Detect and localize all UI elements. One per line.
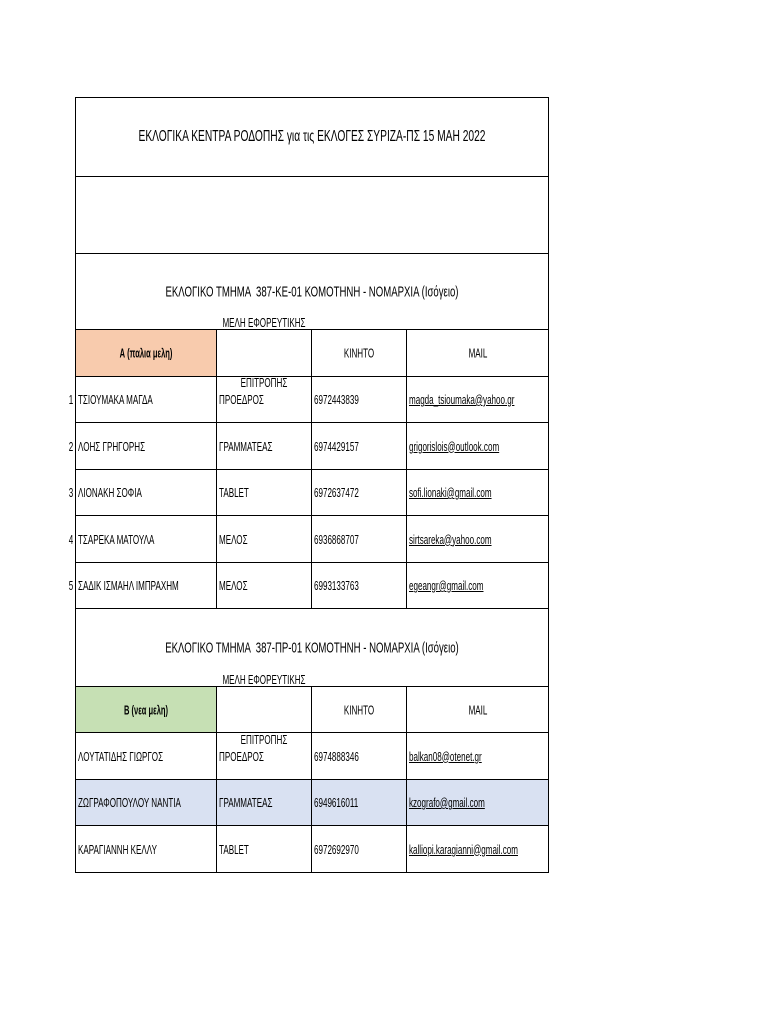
member-email-cell [407,733,548,779]
section-heading-row [76,254,548,330]
committee-label-line: ΜΕΛΗ ΕΦΟΡΕΥΤΙΚΗΣ [222,671,306,687]
member-row [76,733,548,780]
phone-header: ΚΙΝΗΤΟ [343,345,375,361]
member-row [68,563,548,609]
member-phone: 6974429157 [314,438,359,454]
member-email-link[interactable]: sofi.lionaki@gmail.com [409,485,492,500]
member-name: ΚΑΡΑΓΙΑΝΝΗ ΚΕΛΛΥ [78,841,157,857]
member-role: ΠΡΟΕΔΡΟΣ [219,392,264,407]
member-role: ΜΕΛΟΣ [219,578,248,593]
member-email-cell [407,377,548,422]
member-phone-cell [312,563,407,608]
committee-label-line: ΜΕΛΗ ΕΦΟΡΕΥΤΙΚΗΣ [222,315,306,330]
member-role-cell [217,563,312,608]
member-phone-cell [312,780,407,825]
member-name: ΖΩΓΡΑΦΟΠΟΥΛΟΥ ΝΑΝΤΙΑ [78,795,181,810]
member-name: ΤΣΙΟΥΜΑΚΑ ΜΑΓΔΑ [78,392,153,407]
member-phone: 6972637472 [314,485,359,500]
member-email-cell [407,780,548,825]
member-row [68,377,548,423]
election-centers-table [68,97,549,873]
column-header-row [76,671,548,747]
committee-label-line: ΕΠΙΤΡΟΠΗΣ [240,731,288,747]
member-name-cell [76,470,217,515]
member-row [76,826,548,873]
row-number: 2 [68,438,73,454]
member-email-link[interactable]: kzografo@gmail.com [409,795,485,810]
row-number: 4 [68,531,73,547]
row-number: 5 [68,578,73,593]
member-phone: 6974888346 [314,748,359,764]
section-heading: ΕΚΛΟΓΙΚΟ ΤΜΗΜΑ 387-ΚΕ-01 ΚΟΜΟΤΗΝΗ - ΝΟΜΑΡΧΙΑ (Ισόγειο) [165,283,459,300]
member-name: ΛΟΗΣ ΓΡΗΓΟΡΗΣ [78,438,146,454]
member-role-cell [217,516,312,562]
committee-label-line: ΕΠΙΤΡΟΠΗΣ [240,375,288,390]
member-name: ΤΣΑΡΕΚΑ ΜΑΤΟΥΛΑ [78,531,155,547]
section-heading-row [76,609,548,687]
section-heading: ΕΚΛΟΓΙΚΟ ΤΜΗΜΑ 387-ΠΡ-01 ΚΟΜΟΤΗΝΗ - ΝΟΜΑΡΧΙΑ (Ισόγειο) [165,639,459,656]
group-header-cell [76,330,217,376]
member-phone-cell [312,826,407,872]
member-name: ΛΙΟΝΑΚΗ ΣΟΦΙΑ [78,485,142,500]
member-email-link[interactable]: magda_tsioumaka@yahoo.gr [409,392,515,407]
member-row [68,423,548,470]
mail-header: MAIL [468,345,487,361]
member-name-cell [76,780,217,825]
phone-header: ΚΙΝΗΤΟ [343,702,375,717]
title-cell [76,98,548,176]
committee-header-cell [217,315,312,390]
member-name-cell [76,423,217,469]
member-role: ΓΡΑΜΜΑΤΕΑΣ [219,795,273,810]
member-phone-cell [312,516,407,562]
member-role-cell [217,826,312,872]
member-role-cell [217,470,312,515]
member-phone: 6972443839 [314,392,359,407]
member-role: TABLET [219,841,249,857]
member-name-cell [76,563,217,608]
member-phone: 6949616011 [314,795,359,810]
column-header-row [76,315,548,390]
member-phone-cell [312,470,407,515]
section-heading-cell [76,254,548,329]
member-name-cell [76,516,217,562]
member-role: TABLET [219,485,249,500]
member-role-cell [217,780,312,825]
title-row [76,98,548,177]
table-title: ΕΚΛΟΓΙΚΑ ΚΕΝΤΡΑ ΡΟΔΟΠΗΣ για τις ΕΚΛΟΓΕΣ ΣΥΡΙΖΑ-ΠΣ 15 ΜΑΗ 2022 [138,128,486,145]
member-email-cell [407,470,548,515]
member-email-link[interactable]: sirtsareka@yahoo.com [409,531,492,547]
member-role: ΠΡΟΕΔΡΟΣ [219,748,264,764]
member-row [68,470,548,516]
member-phone-cell [312,423,407,469]
member-name-cell [76,733,217,779]
member-phone: 6972692970 [314,841,359,857]
member-email-cell [407,826,548,872]
member-row-highlighted [76,780,548,826]
mail-header-cell [407,687,548,732]
member-row [68,516,548,563]
member-email-cell [407,423,548,469]
row-number: 3 [68,485,73,500]
member-role-cell [217,733,312,779]
member-email-link[interactable]: kalliopi.karagianni@gmail.com [409,841,518,857]
member-phone: 6993133763 [314,578,359,593]
member-email-link[interactable]: egeangr@gmail.com [409,578,484,593]
member-email-cell [407,563,548,608]
section-heading-cell [76,609,548,686]
member-role-cell [217,423,312,469]
empty-row [76,177,548,254]
member-name: ΛΟΥΤΑΤΙΔΗΣ ΓΙΩΡΓΟΣ [78,748,164,764]
member-role: ΜΕΛΟΣ [219,531,248,547]
row-number: 1 [68,392,73,407]
member-role: ΓΡΑΜΜΑΤΕΑΣ [219,438,273,454]
member-phone-cell [312,733,407,779]
member-email-link[interactable]: balkan08@otenet.gr [409,748,482,764]
phone-header-cell [312,687,407,732]
phone-header-cell [312,330,407,376]
mail-header: MAIL [468,702,487,717]
committee-header-cell [217,671,312,747]
member-email-cell [407,516,548,562]
group-label: Β (νεα μελη) [123,702,169,717]
member-role-cell [217,377,312,422]
group-label: Α (παλια μελη) [119,345,173,361]
member-phone: 6936868707 [314,531,359,547]
member-phone-cell [312,377,407,422]
member-name: ΣΑΔΙΚ ΙΣΜΑΗΛ ΙΜΠΡΑΧΗΜ [78,578,179,593]
group-header-cell [76,687,217,732]
member-name-cell [76,377,217,422]
member-name-cell [76,826,217,872]
member-email-link[interactable]: grigorislois@outlook.com [409,438,500,454]
mail-header-cell [407,330,548,376]
